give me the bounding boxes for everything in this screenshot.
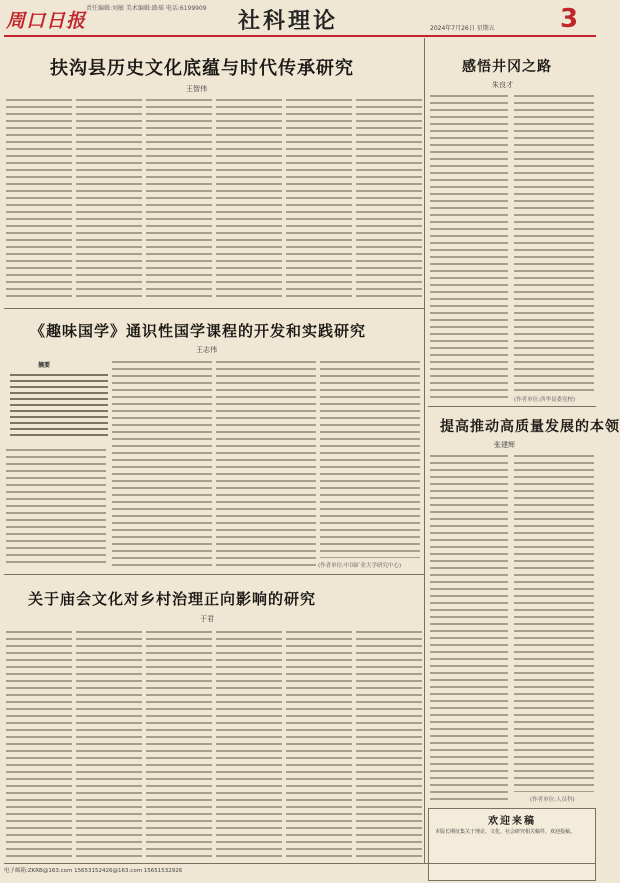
divider-2	[4, 574, 424, 575]
article-1-column-1	[6, 96, 72, 300]
article-1-column-3	[146, 96, 212, 300]
article-3-column-4	[216, 628, 282, 862]
article-2-source: (作者单位:中国矿业大学研究中心)	[318, 563, 402, 569]
submission-box-body: 本版长期征集关于理论、文化、社会研究相关稿件，欢迎投稿。	[435, 829, 576, 835]
article-author-1: 王智伟	[186, 85, 207, 93]
article-3-column-6	[356, 628, 422, 862]
article-title-4: 感悟井冈之路	[462, 59, 552, 75]
article-4-column-1	[430, 92, 508, 400]
article-2-column-3	[216, 358, 316, 568]
article-5-column-1	[430, 452, 508, 802]
article-3-column-5	[286, 628, 352, 862]
newspaper-logo: 周口日报	[6, 10, 87, 32]
article-1-column-2	[76, 96, 142, 300]
article-3-column-1	[6, 628, 72, 862]
article-1-column-5	[286, 96, 352, 300]
article-5-column-2	[514, 452, 594, 792]
section-title: 社科理论	[238, 8, 339, 34]
masthead-rule	[4, 35, 596, 37]
article-1-column-4	[216, 96, 282, 300]
article-author-4: 朱良才	[492, 81, 513, 89]
article-title-2: 《趣味国学》通识性国学课程的开发和实践研究	[30, 322, 367, 340]
article-title-1: 扶沟县历史文化底蕴与时代传承研究	[50, 58, 354, 79]
article-2-column-1	[6, 446, 106, 568]
masthead-meta: 责任编辑:刘敏 美术编辑:路瑶 电话:6199909	[86, 5, 207, 12]
article-author-5: 张建辉	[494, 441, 515, 449]
submission-box	[428, 808, 596, 881]
article-author-2: 王志伟	[196, 346, 217, 354]
divider-1	[4, 308, 424, 309]
abstract-label: 摘要	[38, 362, 51, 369]
masthead	[0, 0, 600, 36]
footer-rule	[4, 863, 596, 864]
submission-box-title: 欢迎来稿	[488, 816, 536, 827]
article-1-column-6	[356, 96, 422, 300]
article-3-column-2	[76, 628, 142, 862]
article-5-source: (作者单位:人员科)	[530, 797, 575, 803]
article-3-column-3	[146, 628, 212, 862]
article-2-abstract	[10, 372, 108, 440]
article-2-column-2	[112, 358, 212, 568]
article-4-column-2	[514, 92, 594, 392]
page-number: 3	[560, 4, 579, 34]
article-author-3: 于君	[200, 615, 214, 623]
article-2-column-4	[320, 358, 420, 558]
footer-contact: 电子邮箱:ZKRB@163.com 15653152426@163.com 15651532926	[4, 868, 183, 874]
article-4-source: (作者单位:西华县委党校)	[514, 397, 576, 403]
right-column-divider	[424, 38, 425, 864]
divider-3	[428, 406, 596, 407]
article-title-5: 提高推动高质量发展的本领	[440, 419, 620, 435]
issue-date: 2024年7月26日 星期五	[430, 25, 495, 32]
article-title-3: 关于庙会文化对乡村治理正向影响的研究	[28, 590, 317, 608]
